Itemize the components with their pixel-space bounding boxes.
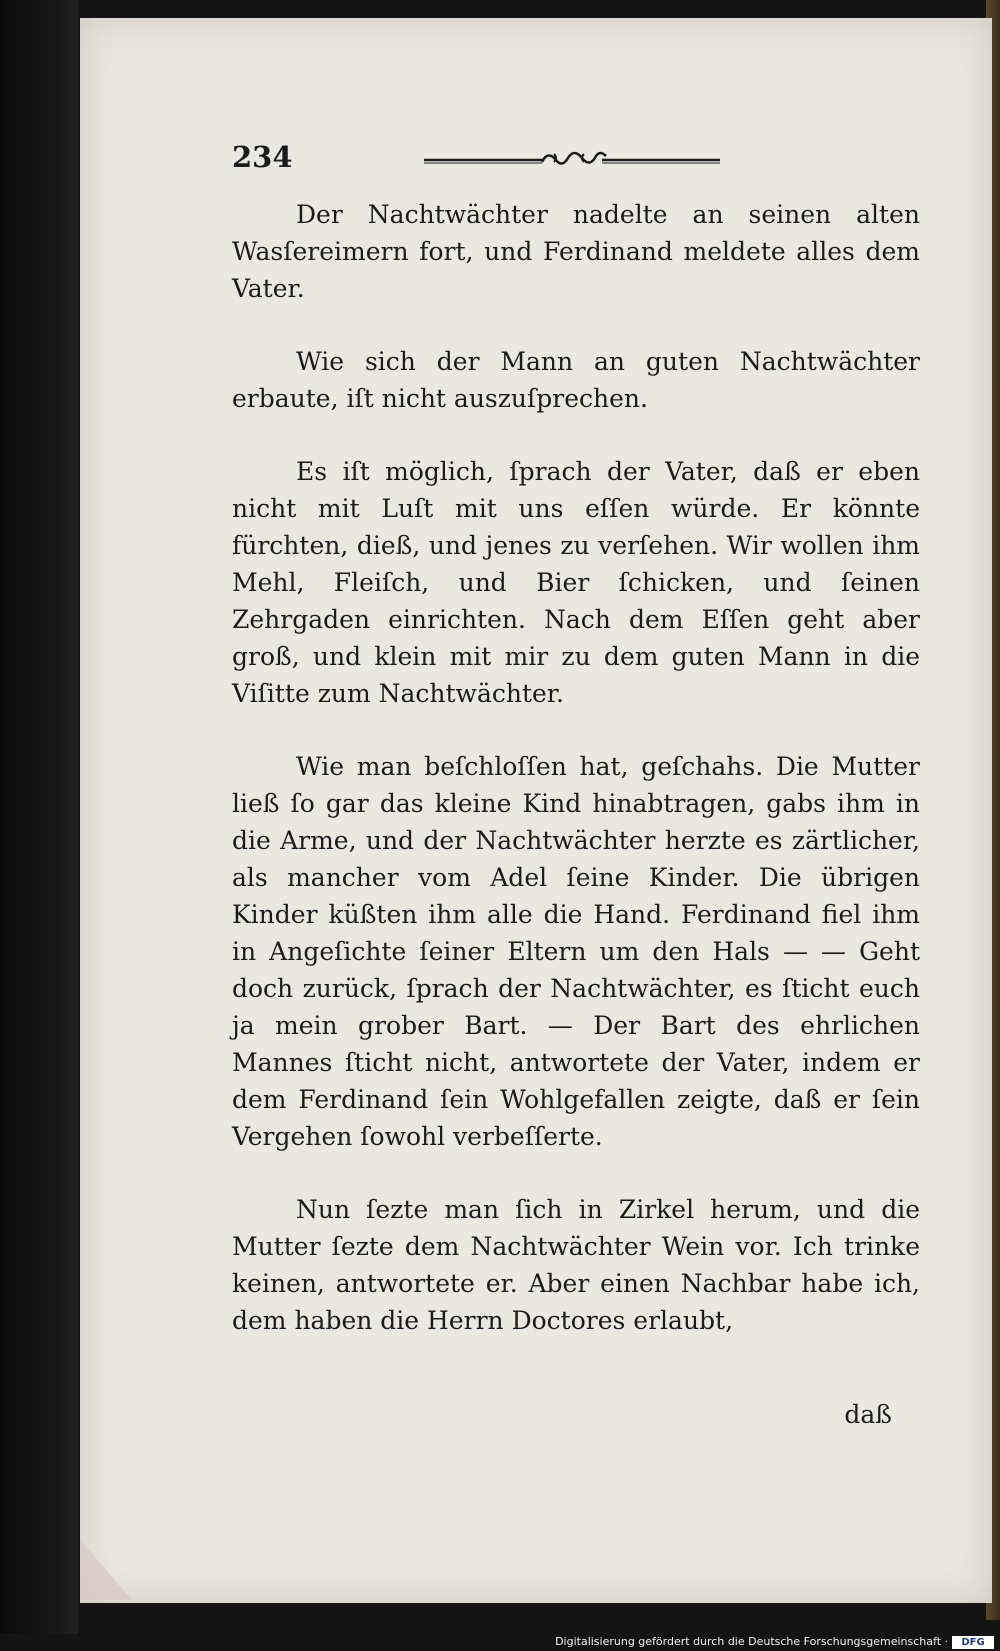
book-spine-shadow [0, 0, 78, 1651]
main-text [232, 196, 920, 1375]
footer-credit-text: Digitalisierung gefördert durch die Deutsche Forschungsgemeinschaft · [555, 1635, 948, 1648]
header-ornament-rule [424, 148, 720, 176]
dfg-logo: DFG [952, 1636, 994, 1649]
paragraph: Der Nachtwächter nadelte an seinen alten Wasſereimern fort, und Ferdinand meldete alles dem Vater. [232, 200, 920, 303]
page-header [232, 140, 922, 180]
paragraph: Nun ſezte man ſich in Zirkel herum, und die Mutter ſezte dem Nachtwächter Wein vor. Ich trinke keinen, antwortete er. Aber einen Nachbar habe ich, dem haben die Herrn Doctores erlaubt, [232, 1195, 920, 1335]
paragraph: Es iſt möglich, ſprach der Vater, daß er eben nicht mit Luſt mit uns eſſen würde. Er könnte fürchten, dieß, und jenes zu verſehen. Wir wollen ihm Mehl, Fleiſch, und Bier ſchicken, und ſeinen Zehrgaden einrichten. Nach dem Eſſen geht aber groß, und klein mit mir zu dem guten Mann in die Viſitte zum Nachtwächter. [232, 457, 920, 708]
catchword: daß [844, 1400, 892, 1429]
page-number: 234 [232, 140, 293, 174]
paragraph: Wie man beſchloſſen hat, geſchahs. Die Mutter ließ ſo gar das kleine Kind hinabtragen, gabs ihm in die Arme, und der Nachtwächter herzte es zärtlicher, als mancher vom Adel ſeine Kinder. Die übrigen Kinder küßten ihm alle die Hand. Ferdinand fiel ihm in Angeſichte ſeiner Eltern um den Hals — — Geht doch zurück, ſprach der Nachtwächter, es ſticht euch ja mein grober Bart. — Der Bart des ehrlichen Mannes ſticht nicht, antwortete der Vater, indem er dem Ferdinand ſein Wohlgefallen zeigte, daß er ſein Vergehen ſowohl verbeſſerte. [232, 752, 920, 1151]
paragraph: Wie sich der Mann an guten Nachtwächter erbaute, iſt nicht auszuſprechen. [232, 347, 920, 413]
page-corner-fold [80, 1540, 132, 1600]
